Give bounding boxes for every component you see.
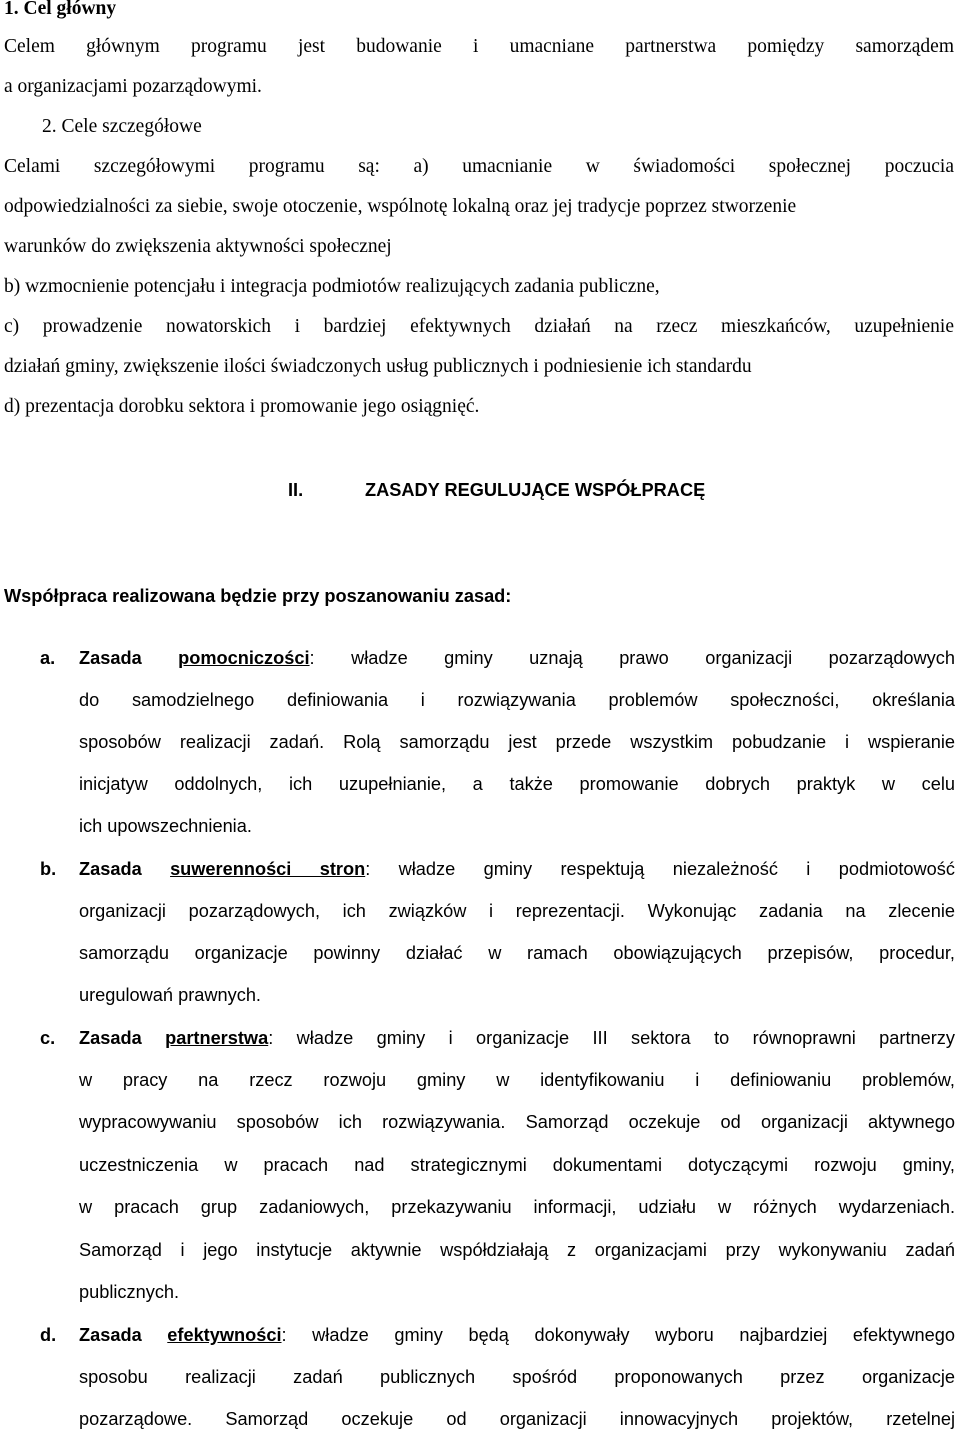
principle-lead: Zasada xyxy=(79,1028,142,1048)
principle-line: pozarządowe. Samorząd oczekuje od organizacji innowacyjnych projektów, rzetelnej xyxy=(79,1409,955,1429)
list-item-b: b) wzmocnienie potencjału i integracja podmiotów realizujących zadania publiczne, xyxy=(4,276,660,297)
paragraph-line: odpowiedzialności za siebie, swoje otoczenie, wspólnotę lokalną oraz jej tradycje poprzez stworzenie xyxy=(4,196,797,217)
paragraph-line: Celem głównym programu jest budowanie i umacniane partnerstwa pomiędzy samorządem xyxy=(4,36,954,57)
paragraph-line: a organizacjami pozarządowymi. xyxy=(4,76,262,97)
principle-lead: Zasada xyxy=(79,1325,142,1345)
principle-line: w pracy na rzecz rozwoju gminy w identyfikowaniu i definiowaniu problemów, xyxy=(79,1070,955,1090)
principle-rest: : władze gminy uznają prawo organizacji pozarządowych xyxy=(309,648,955,668)
principle-line: sposobu realizacji zadań publicznych spośród proponowanych przez organizacje xyxy=(79,1367,955,1387)
principle-line: Samorząd i jego instytucje aktywnie współdziałają z organizacjami przy wykonywaniu zadań xyxy=(79,1240,955,1260)
principle-line: organizacji pozarządowych, ich związków i reprezentacji. Wykonując zadania na zlecenie xyxy=(79,901,955,921)
chapter-number: II. xyxy=(288,480,304,500)
principle-rest: : władze gminy będą dokonywały wyboru najbardziej efektywnego xyxy=(281,1325,955,1345)
principle-first-line xyxy=(79,648,955,678)
section-heading-detailed-goals: 2. Cele szczegółowe xyxy=(42,116,202,137)
principle-term: efektywności xyxy=(167,1325,282,1345)
principle-label: a. xyxy=(40,648,56,668)
principle-term: suwerenności stron xyxy=(170,859,366,879)
principles-intro: Współpraca realizowana będzie przy poszanowaniu zasad: xyxy=(4,586,512,606)
principle-line: ich upowszechnienia. xyxy=(79,816,252,836)
paragraph-line: działań gminy, zwiększenie ilości świadczonych usług publicznych i podniesienie ich standardu xyxy=(4,356,752,377)
principle-first-line xyxy=(79,1028,955,1058)
principle-term: partnerstwa xyxy=(165,1028,269,1048)
principle-line: publicznych. xyxy=(79,1282,180,1302)
principle-rest: : władze gminy i organizacje III sektora to równoprawni partnerzy xyxy=(268,1028,955,1048)
principle-line: uczestniczenia w pracach nad strategicznymi dokumentami dotyczącymi rozwoju gminy, xyxy=(79,1155,955,1175)
principle-lead: Zasada xyxy=(79,859,142,879)
principle-lead: Zasada xyxy=(79,648,142,668)
paragraph-line: warunków do zwiększenia aktywności społecznej xyxy=(4,236,392,257)
principle-line: w pracach grup zadaniowych, przekazywaniu informacji, udziału w różnych wydarzeniach. xyxy=(79,1197,955,1217)
principle-line: sposobów realizacji zadań. Rolą samorządu jest przede wszystkim pobudzanie i wspieranie xyxy=(79,732,955,752)
paragraph-line: Celami szczegółowymi programu są: a) umacnianie w świadomości społecznej poczucia xyxy=(4,156,954,177)
principle-line: samorządu organizacje powinny działać w ramach obowiązujących przepisów, procedur, xyxy=(79,943,955,963)
principle-first-line xyxy=(79,1325,955,1355)
chapter-title: ZASADY REGULUJĄCE WSPÓŁPRACĘ xyxy=(365,480,706,500)
principle-term: pomocniczości xyxy=(178,648,310,668)
list-item-d: d) prezentacja dorobku sektora i promowanie jego osiągnięć. xyxy=(4,396,480,417)
principle-first-line xyxy=(79,859,955,889)
principle-label: d. xyxy=(40,1325,57,1345)
principle-line: inicjatyw oddolnych, ich uzupełnianie, a także promowanie dobrych praktyk w celu xyxy=(79,774,955,794)
principle-line: do samodzielnego definiowania i rozwiązywania problemów społeczności, określania xyxy=(79,690,955,710)
principle-line: uregulowań prawnych. xyxy=(79,985,261,1005)
principle-label: c. xyxy=(40,1028,56,1048)
principle-line: wypracowywaniu sposobów ich rozwiązywania. Samorząd oczekuje od organizacji aktywnego xyxy=(79,1112,955,1132)
section-heading-main-goal: 1. Cel główny xyxy=(4,0,117,19)
principle-rest: : władze gminy respektują niezależność i podmiotowość xyxy=(365,859,955,879)
principle-label: b. xyxy=(40,859,57,879)
list-item-c: c) prowadzenie nowatorskich i bardziej efektywnych działań na rzecz mieszkańców, uzupełnienie xyxy=(4,316,954,337)
